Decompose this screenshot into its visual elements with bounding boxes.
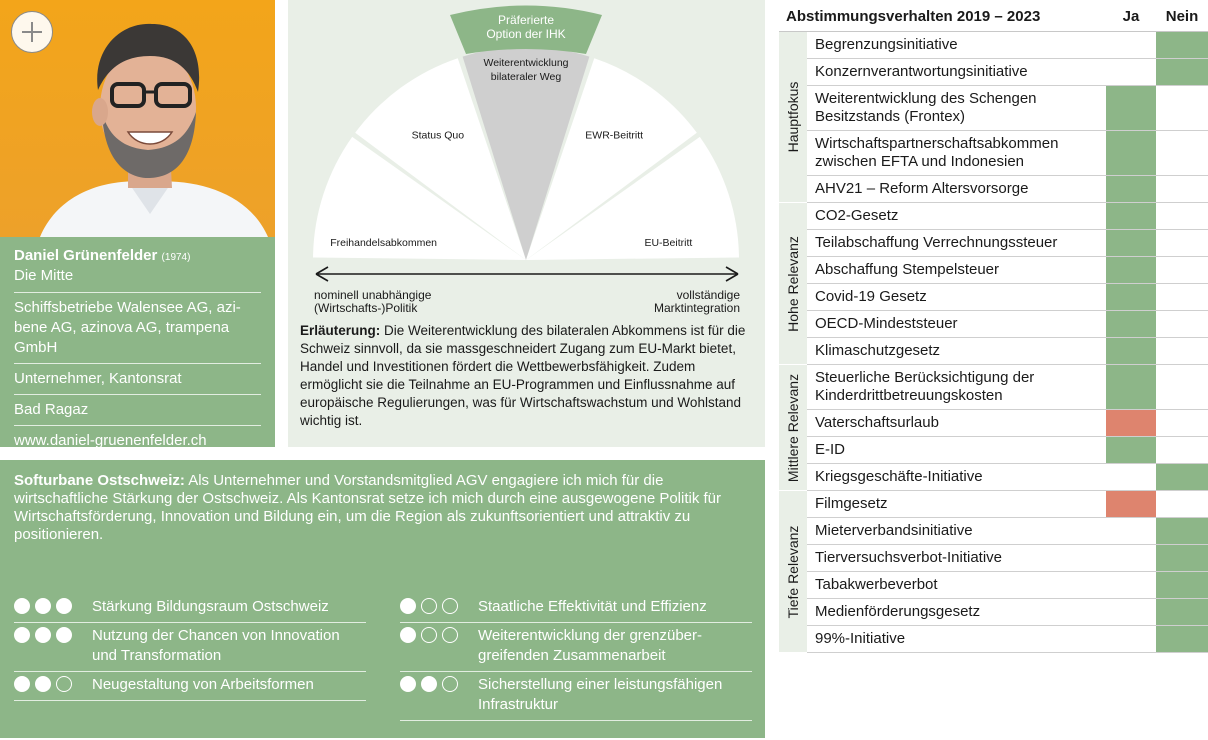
vote-no-cell: [1156, 311, 1208, 337]
vote-yes-cell: [1106, 230, 1156, 256]
vote-no-cell: [1156, 545, 1208, 571]
vote-no-cell: [1156, 410, 1208, 436]
vote-row: [807, 437, 1208, 464]
axis-left-label: nominell unabhängige: [314, 288, 432, 302]
vote-row: [807, 338, 1208, 365]
vote-yes-cell: [1106, 59, 1156, 85]
explanation-label: Erläuterung:: [300, 323, 381, 338]
filled-dot-icon: [35, 627, 51, 643]
vote-item-label: Steuerliche Berücksichtigung der Kinderdrittbetreuungskosten: [815, 369, 1035, 404]
vote-row: [807, 59, 1208, 86]
vote-row: [807, 284, 1208, 311]
vote-row: [807, 626, 1208, 653]
vote-no-cell: [1156, 203, 1208, 229]
vote-row: [807, 131, 1208, 176]
goal-text: Nutzung der Chancen von Innovation und Transformation: [92, 627, 340, 664]
vote-no-cell: [1156, 572, 1208, 598]
vote-yes-cell: [1106, 626, 1156, 652]
vote-no-cell: [1156, 626, 1208, 652]
vote-yes-cell: [1106, 86, 1156, 130]
preferred-option-banner: [450, 6, 602, 55]
vote-item-label: 99%-Initiative: [815, 630, 906, 647]
vote-item-label: Tierversuchsverbot-Initiative: [815, 549, 1003, 566]
filled-dot-icon: [35, 598, 51, 614]
vote-yes-cell: [1106, 203, 1156, 229]
filled-dot-icon: [14, 598, 30, 614]
occupation: Unternehmer, Kantonsrat: [14, 364, 261, 395]
fan-segment-label: bilateraler Weg: [490, 71, 562, 83]
vote-item-label: Medienförderungsgesetz: [815, 603, 981, 620]
vote-item-label: CO2-Gesetz: [815, 207, 899, 224]
filled-dot-icon: [14, 627, 30, 643]
axis-right-label: vollständige: [676, 288, 740, 302]
vote-no-cell: [1156, 86, 1208, 130]
vote-row: [807, 230, 1208, 257]
goal-text: Staatliche Effektivität und Effizienz: [478, 598, 707, 615]
vote-yes-cell: [1106, 257, 1156, 283]
goal-text: Sicherstellung einer leistungsfähigen Infrastruktur: [478, 676, 723, 713]
vote-item-label: E-ID: [815, 441, 845, 458]
vote-row: [807, 365, 1208, 410]
party: Die Mitte: [14, 267, 261, 293]
filled-dot-icon: [400, 627, 416, 643]
relevance-group-label: Hohe Relevanz: [779, 203, 807, 365]
vote-yes-cell: [1106, 545, 1156, 571]
portrait-photo: [0, 0, 275, 237]
vote-no-cell: [1156, 32, 1208, 58]
goal-item: [400, 672, 752, 721]
fan-diagram: [288, 0, 765, 320]
axis-right-label: Marktintegration: [653, 301, 740, 315]
vote-no-cell: [1156, 257, 1208, 283]
vote-no-cell: [1156, 176, 1208, 202]
vote-no-cell: [1156, 59, 1208, 85]
vote-row: [807, 464, 1208, 491]
goals-right: [400, 594, 752, 721]
filled-dot-icon: [421, 676, 437, 692]
filled-dot-icon: [56, 627, 72, 643]
vote-item-label: OECD-Mindeststeuer: [815, 315, 958, 332]
vote-no-cell: [1156, 365, 1208, 409]
vote-item-label: Konzernverantwortungsinitiative: [815, 63, 1028, 80]
vote-yes-cell: [1106, 284, 1156, 310]
region-panel: [0, 460, 765, 738]
vote-yes-cell: [1106, 338, 1156, 364]
table-title: Abstimmungsverhalten 2019 – 2023: [786, 8, 1041, 25]
group-labels: [779, 32, 807, 653]
add-button[interactable]: [11, 11, 53, 53]
rating-dots: [400, 626, 478, 643]
birth-year: (1974): [161, 252, 191, 263]
empty-dot-icon: [442, 627, 458, 643]
vote-yes-cell: [1106, 365, 1156, 409]
vote-row: [807, 545, 1208, 572]
vote-item-label: Filmgesetz: [815, 495, 888, 512]
vote-row: [807, 311, 1208, 338]
vote-yes-cell: [1106, 491, 1156, 517]
goal-text: Neugestaltung von Arbeitsformen: [92, 676, 314, 693]
vote-no-cell: [1156, 518, 1208, 544]
vote-yes-cell: [1106, 599, 1156, 625]
eu-relation-chart: [288, 0, 765, 447]
filled-dot-icon: [14, 676, 30, 692]
rating-dots: [14, 597, 92, 614]
relevance-group-label: Mittlere Relevanz: [779, 365, 807, 491]
vote-yes-cell: [1106, 464, 1156, 490]
vote-row: [807, 491, 1208, 518]
filled-dot-icon: [35, 676, 51, 692]
region-text: Als Unternehmer und Vorstandsmitglied AGV engagiere ich mich für die wirtschaftliche Stärkung der Ostschweiz. Als Kantonsrat setze ich mich durch eine ausgewogene Politik für Wirtschaftsförderung, Innovation und Bildung ein, um die Region als zukunftsorientiert und attraktiv zu positionieren.: [14, 472, 722, 543]
vote-yes-cell: [1106, 410, 1156, 436]
residence: Bad Ragaz: [14, 395, 261, 426]
website-link[interactable]: www.daniel-gruenenfelder.ch: [14, 432, 207, 449]
rating-dots: [400, 675, 478, 692]
person-name: Daniel Grünenfelder: [14, 247, 158, 264]
rating-dots: [400, 597, 478, 614]
vote-rows: [807, 32, 1208, 653]
fan-segment-label: Weiterentwicklung: [483, 57, 569, 69]
banner-text: Präferierte: [497, 13, 555, 27]
vote-no-cell: [1156, 284, 1208, 310]
vote-no-cell: [1156, 491, 1208, 517]
relevance-group-label: Hauptfokus: [779, 32, 807, 203]
vote-row: [807, 176, 1208, 203]
fan-segment-label: Status Quo: [411, 129, 465, 142]
filled-dot-icon: [56, 598, 72, 614]
filled-dot-icon: [400, 676, 416, 692]
vote-row: [807, 257, 1208, 284]
vote-row: [807, 599, 1208, 626]
vote-yes-cell: [1106, 518, 1156, 544]
empty-dot-icon: [442, 598, 458, 614]
vote-no-cell: [1156, 338, 1208, 364]
empty-dot-icon: [421, 627, 437, 643]
explanation-text: Die Weiterentwicklung des bilateralen Abkommens ist für die Schweiz sinnvoll, da sie massgeschneidert Zugang zum EU-Markt bietet, Handel und Investitionen fördert die Wettbewerbsfähigkeit. Zudem ermöglicht sie die Teilnahme an EU-Programmen und Einflussnahme auf europäische Regulierungen, was für Wirtschaftswachstum und Wohlstand wichtig ist.: [300, 323, 746, 428]
vote-row: [807, 572, 1208, 599]
goal-item: [14, 623, 366, 672]
fan-segment-label: EWR-Beitritt: [585, 129, 644, 142]
voting-table: [779, 0, 1208, 740]
vote-no-cell: [1156, 131, 1208, 175]
empty-dot-icon: [56, 676, 72, 692]
vote-yes-cell: [1106, 311, 1156, 337]
axis-left-label: (Wirtschafts-)Politik: [314, 301, 418, 315]
vote-row: [807, 410, 1208, 437]
vote-yes-cell: [1106, 131, 1156, 175]
vote-item-label: Teilabschaffung Verrechnungssteuer: [815, 234, 1058, 251]
goal-item: [14, 672, 366, 701]
vote-item-label: Tabakwerbeverbot: [815, 576, 938, 593]
vote-item-label: Vaterschaftsurlaub: [815, 414, 939, 431]
empty-dot-icon: [421, 598, 437, 614]
vote-row: [807, 32, 1208, 59]
vote-no-cell: [1156, 599, 1208, 625]
vote-yes-cell: [1106, 32, 1156, 58]
vote-item-label: Weiterentwicklung des Schengen Besitzstands (Frontex): [815, 90, 1037, 125]
table-header: [779, 0, 1208, 32]
vote-item-label: Klimaschutzgesetz: [815, 342, 941, 359]
vote-no-cell: [1156, 437, 1208, 463]
goal-item: [14, 594, 366, 623]
goal-item: [400, 623, 752, 672]
vote-row: [807, 203, 1208, 230]
relevance-group-label: Tiefe Relevanz: [779, 491, 807, 653]
vote-row: [807, 518, 1208, 545]
vote-item-label: Mieterverbandsinitiative: [815, 522, 973, 539]
companies: Schiffsbetriebe Walensee AG, azi-bene AG, azinova AG, trampena GmbH: [14, 293, 261, 364]
region-label: Softurbane Ostschweiz:: [14, 472, 185, 489]
goal-text: Stärkung Bildungsraum Ostschweiz: [92, 598, 329, 615]
vote-item-label: AHV21 – Reform Altersvorsorge: [815, 180, 1029, 197]
vote-yes-cell: [1106, 176, 1156, 202]
goals-left: [14, 594, 366, 701]
empty-dot-icon: [442, 676, 458, 692]
vote-row: [807, 86, 1208, 131]
explanation: [300, 322, 755, 430]
vote-item-label: Abschaffung Stempelsteuer: [815, 261, 1000, 278]
banner-text: Option der IHK: [486, 27, 566, 41]
vote-yes-cell: [1106, 572, 1156, 598]
vote-yes-cell: [1106, 437, 1156, 463]
profile-card: [0, 237, 275, 447]
rating-dots: [14, 675, 92, 692]
goal-item: [400, 594, 752, 623]
filled-dot-icon: [400, 598, 416, 614]
vote-no-cell: [1156, 230, 1208, 256]
column-yes: Ja: [1122, 8, 1140, 25]
fan-segment-label: Freihandelsabkommen: [330, 237, 438, 249]
vote-item-label: Covid-19 Gesetz: [815, 288, 927, 305]
goal-text: Weiterentwicklung der grenzüber-greifenden Zusammenarbeit: [478, 627, 702, 664]
plus-icon: [19, 19, 45, 45]
vote-item-label: Kriegsgeschäfte-Initiative: [815, 468, 983, 485]
vote-no-cell: [1156, 464, 1208, 490]
vote-item-label: Begrenzungsinitiative: [815, 36, 958, 53]
column-no: Nein: [1165, 8, 1199, 25]
name-line: [14, 247, 261, 267]
region-intro: [14, 472, 754, 544]
fan-segment-label: EU-Beitritt: [644, 237, 693, 249]
rating-dots: [14, 626, 92, 643]
vote-item-label: Wirtschaftspartnerschaftsabkommen zwischen EFTA und Indonesien: [815, 135, 1059, 170]
